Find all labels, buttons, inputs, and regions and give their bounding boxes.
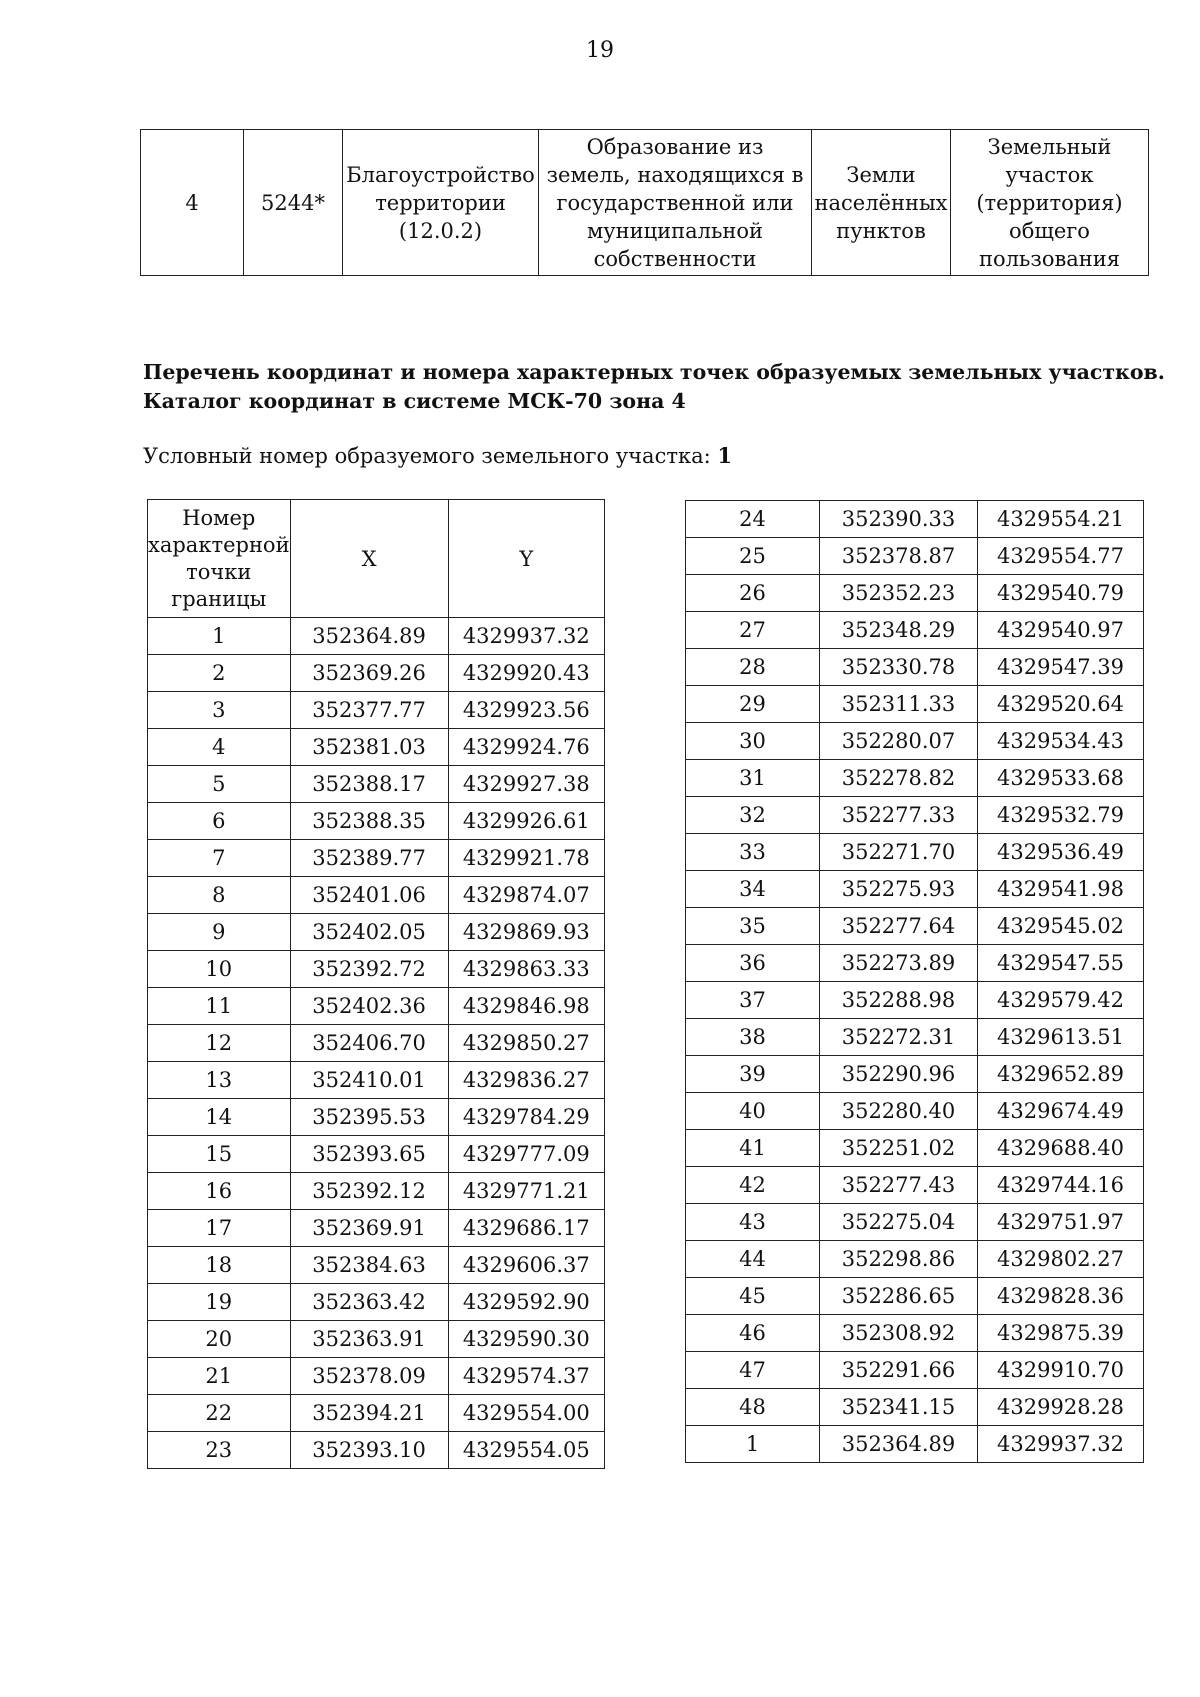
y-coordinate-cell: 4329652.89 — [978, 1056, 1144, 1093]
y-coordinate-cell: 4329784.29 — [448, 1099, 604, 1136]
point-number-cell: 6 — [148, 803, 291, 840]
coordinates-heading — [143, 358, 1165, 416]
point-number-cell: 25 — [686, 538, 820, 575]
table-row — [686, 908, 1144, 945]
point-number-cell: 9 — [148, 914, 291, 951]
x-coordinate-cell: 352275.04 — [820, 1204, 978, 1241]
y-coordinate-cell: 4329751.97 — [978, 1204, 1144, 1241]
point-number-cell: 1 — [686, 1426, 820, 1463]
y-coordinate-cell: 4329874.07 — [448, 877, 604, 914]
y-coordinate-cell: 4329579.42 — [978, 982, 1144, 1019]
x-coordinate-cell: 352377.77 — [290, 692, 448, 729]
y-coordinate-cell: 4329574.37 — [448, 1358, 604, 1395]
point-number-cell: 33 — [686, 834, 820, 871]
y-coordinate-cell: 4329533.68 — [978, 760, 1144, 797]
y-coordinate-cell: 4329688.40 — [978, 1130, 1144, 1167]
plot-number-cell: 4 — [141, 130, 244, 276]
y-coordinate-cell: 4329547.55 — [978, 945, 1144, 982]
x-coordinate-cell: 352369.91 — [290, 1210, 448, 1247]
x-coordinate-cell: 352395.53 — [290, 1099, 448, 1136]
y-coordinate-cell: 4329606.37 — [448, 1247, 604, 1284]
x-coordinate-cell: 352273.89 — [820, 945, 978, 982]
x-coordinate-cell: 352410.01 — [290, 1062, 448, 1099]
y-coordinate-cell: 4329927.38 — [448, 766, 604, 803]
table-row — [686, 1093, 1144, 1130]
y-coordinate-cell: 4329547.39 — [978, 649, 1144, 686]
x-coordinate-cell: 352381.03 — [290, 729, 448, 766]
y-coordinate-cell: 4329613.51 — [978, 1019, 1144, 1056]
formation-method-cell: Образование из земель, находящихся в государственной или муниципальной собственности — [539, 130, 812, 276]
x-coordinate-cell: 352251.02 — [820, 1130, 978, 1167]
x-coordinate-cell: 352308.92 — [820, 1315, 978, 1352]
coordinates-table-left — [147, 499, 605, 1469]
table-row — [148, 877, 605, 914]
table-row — [686, 1167, 1144, 1204]
x-coordinate-cell: 352364.89 — [290, 618, 448, 655]
point-number-cell: 39 — [686, 1056, 820, 1093]
x-coordinate-cell: 352298.86 — [820, 1241, 978, 1278]
x-coordinate-cell: 352406.70 — [290, 1025, 448, 1062]
point-number-cell: 47 — [686, 1352, 820, 1389]
point-number-cell: 34 — [686, 871, 820, 908]
x-coordinate-cell: 352291.66 — [820, 1352, 978, 1389]
heading-line-1: Перечень координат и номера характерных точек образуемых земельных участков. — [143, 360, 1165, 384]
table-row — [686, 797, 1144, 834]
x-coordinate-cell: 352402.05 — [290, 914, 448, 951]
y-coordinate-cell: 4329850.27 — [448, 1025, 604, 1062]
point-number-cell: 38 — [686, 1019, 820, 1056]
y-coordinate-cell: 4329534.43 — [978, 723, 1144, 760]
y-coordinate-cell: 4329846.98 — [448, 988, 604, 1025]
y-coordinate-cell: 4329923.56 — [448, 692, 604, 729]
point-number-cell: 45 — [686, 1278, 820, 1315]
table-row — [148, 1321, 605, 1358]
table-row — [686, 612, 1144, 649]
column-header-x: X — [290, 500, 448, 618]
x-coordinate-cell: 352378.87 — [820, 538, 978, 575]
table-row — [686, 723, 1144, 760]
point-number-cell: 19 — [148, 1284, 291, 1321]
point-number-cell: 36 — [686, 945, 820, 982]
y-coordinate-cell: 4329926.61 — [448, 803, 604, 840]
x-coordinate-cell: 352341.15 — [820, 1389, 978, 1426]
table-row — [686, 686, 1144, 723]
x-coordinate-cell: 352390.33 — [820, 501, 978, 538]
y-coordinate-cell: 4329869.93 — [448, 914, 604, 951]
table-row — [148, 618, 605, 655]
y-coordinate-cell: 4329545.02 — [978, 908, 1144, 945]
point-number-cell: 22 — [148, 1395, 291, 1432]
x-coordinate-cell: 352290.96 — [820, 1056, 978, 1093]
x-coordinate-cell: 352330.78 — [820, 649, 978, 686]
x-coordinate-cell: 352384.63 — [290, 1247, 448, 1284]
table-row — [148, 729, 605, 766]
table-row — [686, 760, 1144, 797]
point-number-cell: 14 — [148, 1099, 291, 1136]
table-row — [686, 575, 1144, 612]
point-number-cell: 1 — [148, 618, 291, 655]
x-coordinate-cell: 352277.43 — [820, 1167, 978, 1204]
table-row — [148, 655, 605, 692]
y-coordinate-cell: 4329590.30 — [448, 1321, 604, 1358]
y-coordinate-cell: 4329802.27 — [978, 1241, 1144, 1278]
table-row — [148, 914, 605, 951]
table-row — [148, 1173, 605, 1210]
y-coordinate-cell: 4329863.33 — [448, 951, 604, 988]
y-coordinate-cell: 4329554.00 — [448, 1395, 604, 1432]
x-coordinate-cell: 352402.36 — [290, 988, 448, 1025]
y-coordinate-cell: 4329924.76 — [448, 729, 604, 766]
x-coordinate-cell: 352394.21 — [290, 1395, 448, 1432]
plot-number-value: 1 — [717, 443, 732, 468]
table-row — [686, 1056, 1144, 1093]
point-number-cell: 35 — [686, 908, 820, 945]
y-coordinate-cell: 4329540.79 — [978, 575, 1144, 612]
table-row — [686, 1130, 1144, 1167]
point-number-cell: 11 — [148, 988, 291, 1025]
x-coordinate-cell: 352278.82 — [820, 760, 978, 797]
point-number-cell: 15 — [148, 1136, 291, 1173]
point-number-cell: 41 — [686, 1130, 820, 1167]
table-row — [148, 1395, 605, 1432]
x-coordinate-cell: 352388.17 — [290, 766, 448, 803]
x-coordinate-cell: 352277.33 — [820, 797, 978, 834]
x-coordinate-cell: 352401.06 — [290, 877, 448, 914]
y-coordinate-cell: 4329937.32 — [448, 618, 604, 655]
column-header-point: Номер характерной точки границы — [148, 500, 291, 618]
table-row — [686, 1315, 1144, 1352]
point-number-cell: 21 — [148, 1358, 291, 1395]
x-coordinate-cell: 352348.29 — [820, 612, 978, 649]
table-row — [148, 1099, 605, 1136]
point-number-cell: 13 — [148, 1062, 291, 1099]
point-number-cell: 37 — [686, 982, 820, 1019]
x-coordinate-cell: 352389.77 — [290, 840, 448, 877]
table-row — [148, 951, 605, 988]
y-coordinate-cell: 4329744.16 — [978, 1167, 1144, 1204]
point-number-cell: 4 — [148, 729, 291, 766]
point-number-cell: 26 — [686, 575, 820, 612]
y-coordinate-cell: 4329541.98 — [978, 871, 1144, 908]
table-row — [686, 538, 1144, 575]
table-header-row — [148, 500, 605, 618]
y-coordinate-cell: 4329554.05 — [448, 1432, 604, 1469]
point-number-cell: 5 — [148, 766, 291, 803]
table-row — [686, 945, 1144, 982]
x-coordinate-cell: 352392.72 — [290, 951, 448, 988]
y-coordinate-cell: 4329536.49 — [978, 834, 1144, 871]
table-row — [148, 988, 605, 1025]
table-row — [148, 766, 605, 803]
table-row — [686, 1389, 1144, 1426]
table-row — [148, 1062, 605, 1099]
x-coordinate-cell: 352352.23 — [820, 575, 978, 612]
y-coordinate-cell: 4329520.64 — [978, 686, 1144, 723]
x-coordinate-cell: 352280.07 — [820, 723, 978, 760]
point-number-cell: 8 — [148, 877, 291, 914]
point-number-cell: 43 — [686, 1204, 820, 1241]
y-coordinate-cell: 4329532.79 — [978, 797, 1144, 834]
point-number-cell: 7 — [148, 840, 291, 877]
x-coordinate-cell: 352388.35 — [290, 803, 448, 840]
permitted-use-cell: Благоустройство территории (12.0.2) — [343, 130, 539, 276]
point-number-cell: 29 — [686, 686, 820, 723]
table-row — [148, 1210, 605, 1247]
point-number-cell: 30 — [686, 723, 820, 760]
table-row — [148, 803, 605, 840]
point-number-cell: 31 — [686, 760, 820, 797]
column-header-y: Y — [448, 500, 604, 618]
table-row — [686, 1204, 1144, 1241]
x-coordinate-cell: 352288.98 — [820, 982, 978, 1019]
y-coordinate-cell: 4329592.90 — [448, 1284, 604, 1321]
point-number-cell: 42 — [686, 1167, 820, 1204]
y-coordinate-cell: 4329937.32 — [978, 1426, 1144, 1463]
point-number-cell: 17 — [148, 1210, 291, 1247]
page-number: 19 — [586, 38, 614, 63]
point-number-cell: 27 — [686, 612, 820, 649]
table-row — [686, 649, 1144, 686]
table-row — [686, 834, 1144, 871]
point-number-cell: 28 — [686, 649, 820, 686]
table-row — [686, 1019, 1144, 1056]
table-row — [686, 1426, 1144, 1463]
table-row — [148, 692, 605, 729]
heading-line-2: Каталог координат в системе МСК-70 зона 4 — [143, 389, 686, 413]
x-coordinate-cell: 352393.65 — [290, 1136, 448, 1173]
y-coordinate-cell: 4329828.36 — [978, 1278, 1144, 1315]
point-number-cell: 12 — [148, 1025, 291, 1062]
y-coordinate-cell: 4329686.17 — [448, 1210, 604, 1247]
land-plot-summary-table — [140, 129, 1149, 276]
x-coordinate-cell: 352272.31 — [820, 1019, 978, 1056]
land-category-cell: Земли населённых пунктов — [812, 130, 951, 276]
point-number-cell: 3 — [148, 692, 291, 729]
note-cell: Земельный участок (территория) общего пользования — [951, 130, 1149, 276]
x-coordinate-cell: 352311.33 — [820, 686, 978, 723]
table-row — [686, 871, 1144, 908]
table-row — [686, 1241, 1144, 1278]
y-coordinate-cell: 4329921.78 — [448, 840, 604, 877]
point-number-cell: 16 — [148, 1173, 291, 1210]
x-coordinate-cell: 352369.26 — [290, 655, 448, 692]
table-row — [686, 1278, 1144, 1315]
x-coordinate-cell: 352286.65 — [820, 1278, 978, 1315]
y-coordinate-cell: 4329674.49 — [978, 1093, 1144, 1130]
y-coordinate-cell: 4329540.97 — [978, 612, 1144, 649]
point-number-cell: 23 — [148, 1432, 291, 1469]
y-coordinate-cell: 4329875.39 — [978, 1315, 1144, 1352]
x-coordinate-cell: 352277.64 — [820, 908, 978, 945]
y-coordinate-cell: 4329771.21 — [448, 1173, 604, 1210]
y-coordinate-cell: 4329920.43 — [448, 655, 604, 692]
plot-area-cell: 5244* — [244, 130, 343, 276]
y-coordinate-cell: 4329910.70 — [978, 1352, 1144, 1389]
table-row — [148, 1358, 605, 1395]
table-row — [686, 982, 1144, 1019]
point-number-cell: 2 — [148, 655, 291, 692]
x-coordinate-cell: 352378.09 — [290, 1358, 448, 1395]
y-coordinate-cell: 4329836.27 — [448, 1062, 604, 1099]
table-row — [141, 130, 1149, 276]
x-coordinate-cell: 352275.93 — [820, 871, 978, 908]
table-row — [148, 840, 605, 877]
x-coordinate-cell: 352280.40 — [820, 1093, 978, 1130]
table-row — [686, 501, 1144, 538]
plot-number-line — [143, 443, 732, 468]
point-number-cell: 44 — [686, 1241, 820, 1278]
coordinates-table-right — [685, 500, 1144, 1463]
table-row — [148, 1136, 605, 1173]
point-number-cell: 24 — [686, 501, 820, 538]
point-number-cell: 32 — [686, 797, 820, 834]
point-number-cell: 46 — [686, 1315, 820, 1352]
point-number-cell: 10 — [148, 951, 291, 988]
x-coordinate-cell: 352392.12 — [290, 1173, 448, 1210]
point-number-cell: 40 — [686, 1093, 820, 1130]
point-number-cell: 20 — [148, 1321, 291, 1358]
table-row — [148, 1432, 605, 1469]
x-coordinate-cell: 352364.89 — [820, 1426, 978, 1463]
x-coordinate-cell: 352363.42 — [290, 1284, 448, 1321]
table-row — [148, 1025, 605, 1062]
table-row — [148, 1247, 605, 1284]
x-coordinate-cell: 352393.10 — [290, 1432, 448, 1469]
y-coordinate-cell: 4329777.09 — [448, 1136, 604, 1173]
table-row — [148, 1284, 605, 1321]
y-coordinate-cell: 4329554.77 — [978, 538, 1144, 575]
x-coordinate-cell: 352363.91 — [290, 1321, 448, 1358]
plot-number-label: Условный номер образуемого земельного участка: — [143, 444, 711, 468]
y-coordinate-cell: 4329928.28 — [978, 1389, 1144, 1426]
x-coordinate-cell: 352271.70 — [820, 834, 978, 871]
table-row — [686, 1352, 1144, 1389]
point-number-cell: 48 — [686, 1389, 820, 1426]
point-number-cell: 18 — [148, 1247, 291, 1284]
y-coordinate-cell: 4329554.21 — [978, 501, 1144, 538]
